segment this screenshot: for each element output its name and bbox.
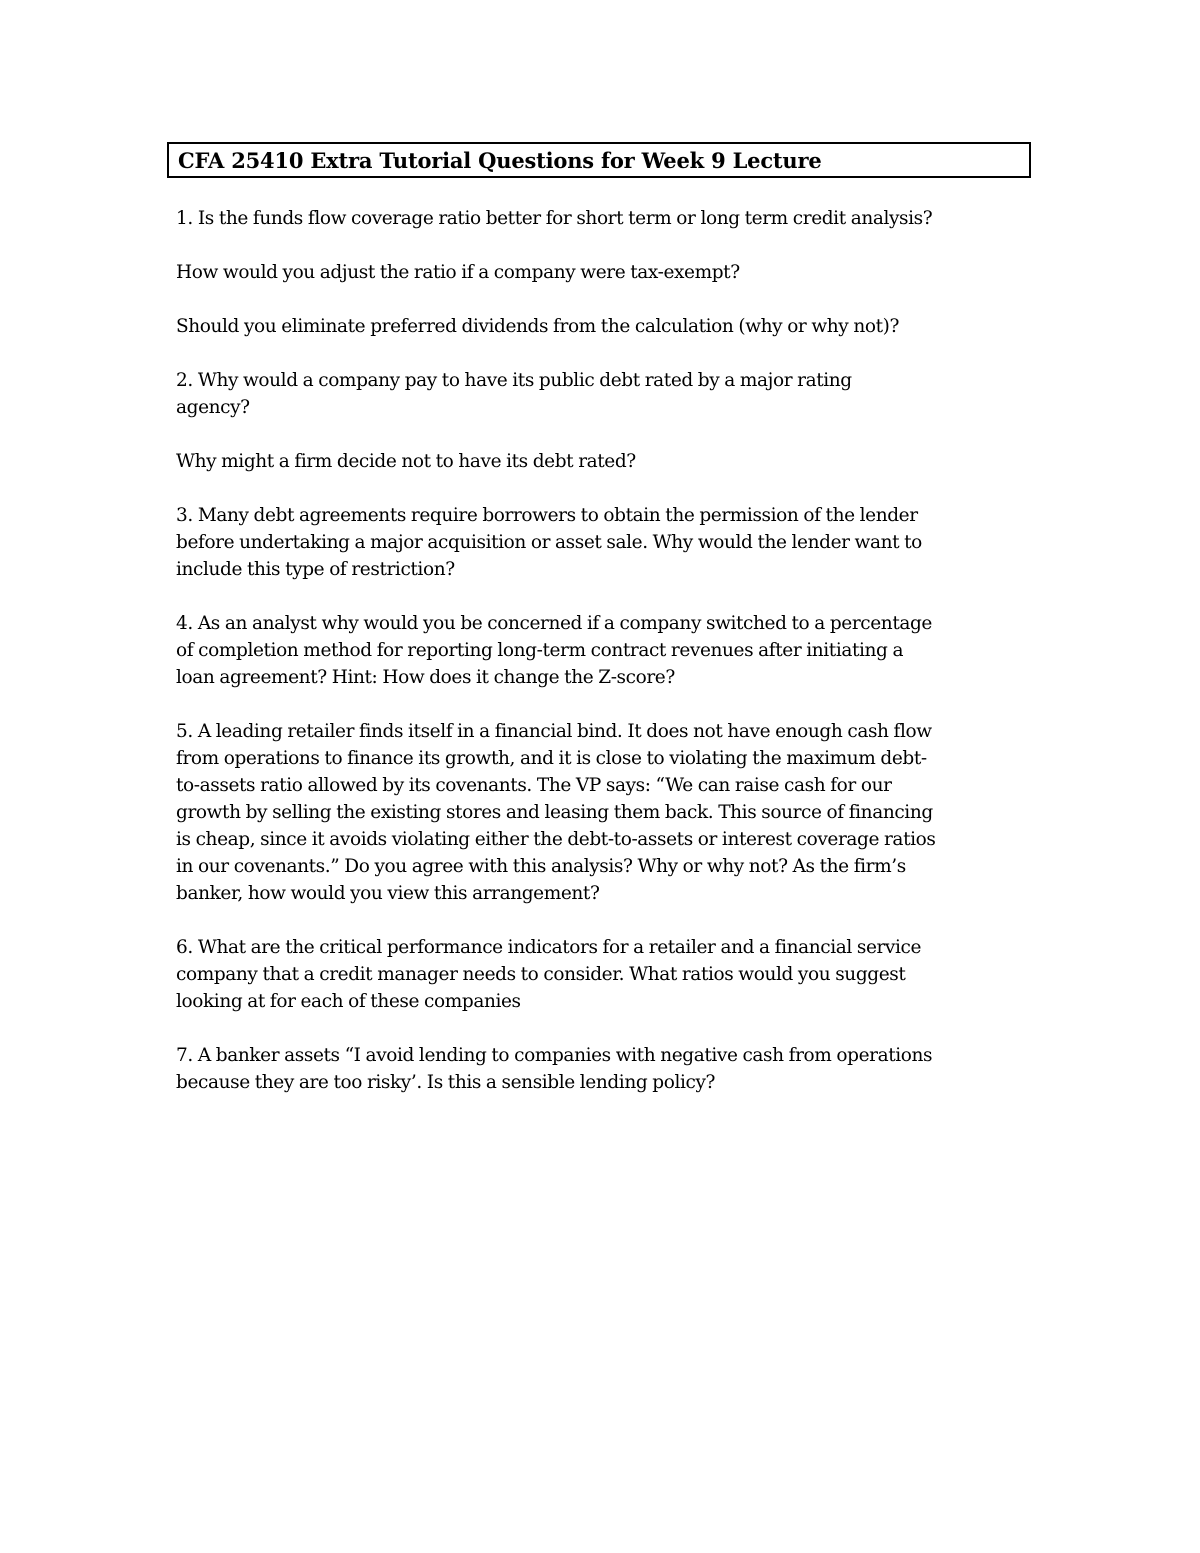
text-line: How would you adjust the ratio if a company were tax-exempt? xyxy=(176,262,740,283)
question-paragraph xyxy=(176,718,1046,907)
text-line: 6. What are the critical performance indicators for a retailer and a financial service xyxy=(176,937,922,958)
question-paragraph xyxy=(176,610,1046,691)
text-line: in our covenants.” Do you agree with this analysis? Why or why not? As the firm’s xyxy=(176,856,906,877)
text-line: 7. A banker assets “I avoid lending to companies with negative cash from operations xyxy=(176,1045,933,1066)
text-line: banker, how would you view this arrangement? xyxy=(176,883,600,904)
document-title: CFA 25410 Extra Tutorial Questions for Week 9 Lecture xyxy=(178,148,822,173)
question-paragraph xyxy=(176,205,1046,232)
text-line: is cheap, since it avoids violating either the debt-to-assets or interest coverage ratios xyxy=(176,829,936,850)
text-line: before undertaking a major acquisition or asset sale. Why would the lender want to xyxy=(176,532,922,553)
text-line: to-assets ratio allowed by its covenants. The VP says: “We can raise cash for our xyxy=(176,775,892,796)
text-line: of completion method for reporting long-term contract revenues after initiating a xyxy=(176,640,904,661)
text-line: from operations to finance its growth, and it is close to violating the maximum debt- xyxy=(176,748,927,769)
text-line: Why might a firm decide not to have its debt rated? xyxy=(176,451,636,472)
question-paragraph xyxy=(176,448,1046,475)
text-line: looking at for each of these companies xyxy=(176,991,521,1012)
question-paragraph xyxy=(176,367,1046,421)
text-line: include this type of restriction? xyxy=(176,559,455,580)
text-line: company that a credit manager needs to consider. What ratios would you suggest xyxy=(176,964,906,985)
text-line: 3. Many debt agreements require borrowers to obtain the permission of the lender xyxy=(176,505,918,526)
text-line: agency? xyxy=(176,397,250,418)
text-line: 2. Why would a company pay to have its public debt rated by a major rating xyxy=(176,370,852,391)
text-line: loan agreement? Hint: How does it change the Z-score? xyxy=(176,667,675,688)
question-paragraph xyxy=(176,934,1046,1015)
question-paragraph xyxy=(176,502,1046,583)
question-paragraph xyxy=(176,313,1046,340)
question-paragraph xyxy=(176,259,1046,286)
question-paragraph xyxy=(176,1042,1046,1096)
title-box xyxy=(167,142,1031,178)
text-line: 5. A leading retailer finds itself in a financial bind. It does not have enough cash flow xyxy=(176,721,932,742)
text-line: growth by selling the existing stores and leasing them back. This source of financing xyxy=(176,802,933,823)
text-line: 4. As an analyst why would you be concerned if a company switched to a percentage xyxy=(176,613,932,634)
text-line: 1. Is the funds flow coverage ratio better for short term or long term credit analysis? xyxy=(176,208,933,229)
text-line: because they are too risky’. Is this a sensible lending policy? xyxy=(176,1072,716,1093)
question-list xyxy=(176,205,1046,1123)
text-line: Should you eliminate preferred dividends from the calculation (why or why not)? xyxy=(176,316,899,337)
